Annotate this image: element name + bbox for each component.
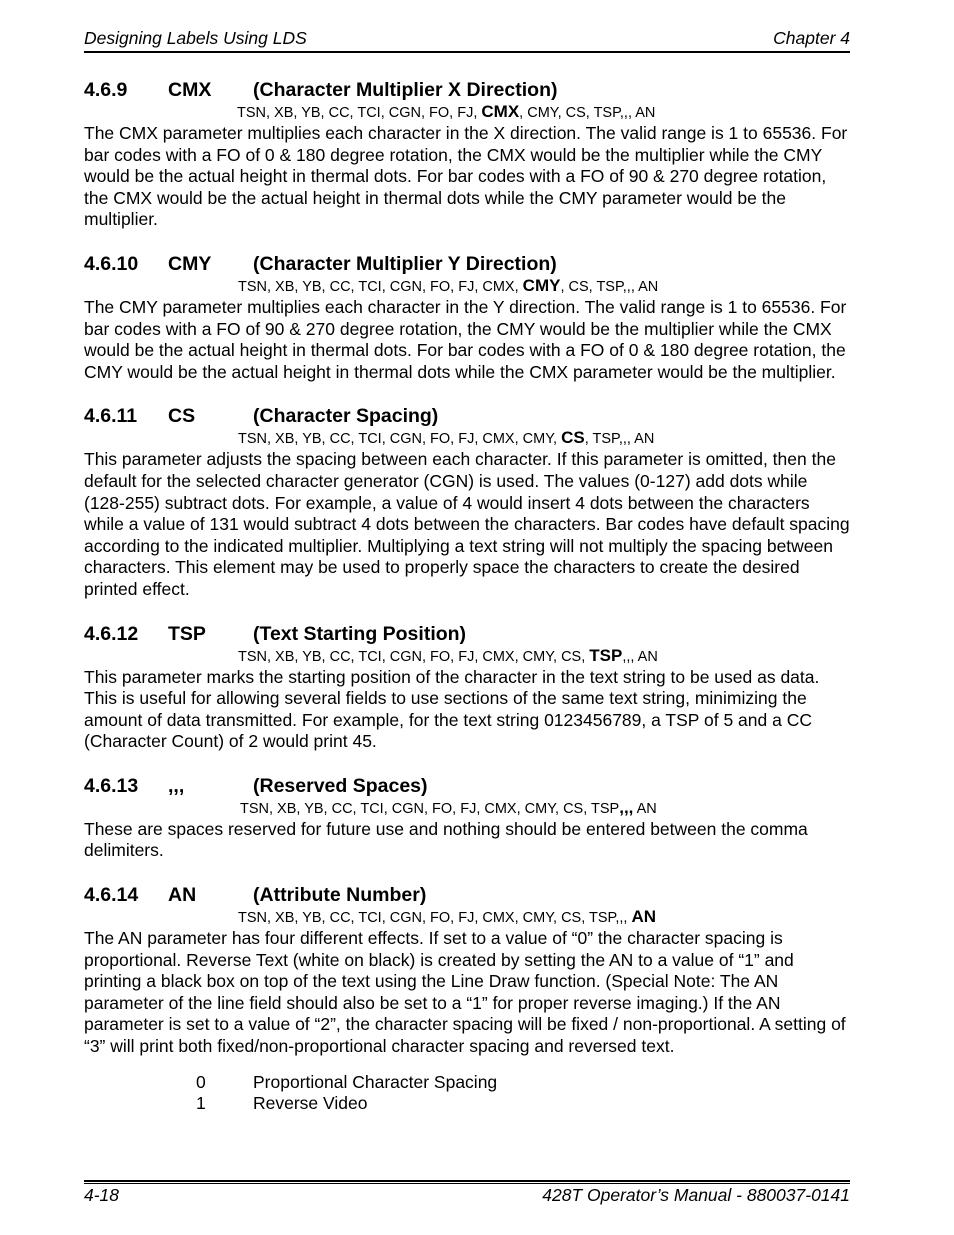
section-heading: [84, 774, 850, 798]
section-body: The CMY parameter multiplies each character in the Y direction. The valid range is 1 to 65536. For bar codes with a FO of 90 & 270 degree rotation, the CMY would be the multiplier while the CMX would be the actual height in thermal dots. For bar codes with a FO of 0 & 180 degree rotation, the CMY would be the actual height in thermal dots while the CMX parameter would be the multiplier.: [84, 296, 847, 382]
current-parameter: CMX: [481, 102, 520, 121]
section-number: 4.6.11: [84, 405, 138, 428]
section-cmx: [84, 78, 850, 231]
section-title: (Character Multiplier Y Direction): [253, 252, 557, 275]
current-parameter: CS: [561, 428, 585, 448]
section-number: 4.6.10: [84, 252, 139, 275]
parameter-sequence: TSN, XB, YB, CC, TCI, CGN, FO, FJ, CMX, CMY, CS, TSP,,, AN: [238, 428, 655, 448]
section-number: 4.6.13: [84, 774, 139, 797]
section-tsp: [84, 622, 850, 753]
footer-rule-bottom: [84, 1183, 850, 1184]
parameter-sequence: TSN, XB, YB, CC, TCI, CGN, FO, FJ, CMX, CMY, CS, TSP,,, AN: [238, 907, 657, 927]
current-parameter: CMY: [522, 275, 561, 295]
parameter-sequence: TSN, XB, YB, CC, TCI, CGN, FO, FJ, CMX, CMY, CS, TSP,,, AN: [238, 275, 659, 295]
section-body: The CMX parameter multiplies each character in the X direction. The valid range is 1 to 65536. For bar codes with a FO of 0 & 180 degree rotation, the CMX would be the multiplier while the CMY would be the actual height in thermal dots. For bar codes with a FO of 90 & 270 degree rotation, the CMX would be the actual height in thermal dots while the CMY parameter would be the multiplier.: [84, 123, 848, 230]
section-heading: [84, 252, 850, 276]
section-number: 4.6.9: [84, 79, 128, 101]
header-chapter: Chapter 4: [773, 28, 850, 48]
section-abbr: CS: [168, 405, 196, 428]
current-parameter: AN: [631, 907, 657, 927]
manual-page: [84, 0, 850, 1235]
section-abbr: CMX: [168, 79, 212, 101]
current-parameter: ,,,: [619, 797, 634, 817]
attribute-label: Proportional Character Spacing: [253, 1071, 498, 1092]
section-title: (Attribute Number): [253, 884, 427, 907]
section-abbr: CMY: [168, 252, 212, 275]
parameter-sequence: TSN, XB, YB, CC, TCI, CGN, FO, FJ, CMX, CMY, CS, TSP,,, AN: [238, 645, 658, 665]
manual-reference: 428T Operator’s Manual - 880037-0141: [542, 1185, 850, 1205]
section-heading: [84, 404, 850, 428]
current-parameter: TSP: [589, 645, 623, 665]
attribute-value: 0: [196, 1071, 206, 1092]
list-item: [84, 1072, 850, 1094]
section-title: (Character Spacing): [253, 405, 439, 428]
section-cmy: [84, 252, 850, 383]
section-title: (Text Starting Position): [253, 622, 467, 645]
section-cs: [84, 404, 850, 600]
section-title: (Character Multiplier X Direction): [253, 79, 558, 101]
section-heading: [84, 622, 850, 646]
header-rule: [84, 51, 850, 53]
page-number: 4-18: [84, 1185, 120, 1205]
section-number: 4.6.12: [84, 622, 139, 645]
page-content: [84, 78, 850, 1136]
section-abbr: TSP: [168, 622, 206, 645]
section-body: The AN parameter has four different effects. If set to a value of “0” the character spacing is proportional. Reverse Text (white on black) is created by setting the AN to a value of “1” and printing a black box on top of the text using the Line Draw function. (Special Note: The AN parameter of the line field should also be set to a “1” for proper reverse imaging.) If the AN parameter is set to a value of “2”, the character spacing will be fixed / non-proportional. A setting of “3” will print both fixed/non-proportional character spacing and reversed text.: [84, 928, 846, 1057]
section-abbr: AN: [168, 884, 197, 907]
section-number: 4.6.14: [84, 884, 139, 907]
section-an: [84, 883, 850, 1115]
list-item: [84, 1093, 850, 1115]
section-title: (Reserved Spaces): [253, 774, 428, 797]
footer-rule-top: [84, 1180, 850, 1182]
section-heading: [84, 883, 850, 907]
section-reserved: [84, 774, 850, 862]
attribute-value-list: [84, 1072, 850, 1115]
section-body: These are spaces reserved for future use and nothing should be entered between the comma delimiters.: [84, 818, 808, 861]
header-title: Designing Labels Using LDS: [84, 28, 307, 48]
parameter-sequence: TSN, XB, YB, CC, TCI, CGN, FO, FJ, CMX, CMY, CS, TSP,,, AN: [240, 797, 657, 817]
section-body: This parameter adjusts the spacing between each character. If this parameter is omitted, then the default for the selected character generator (CGN) is used. The values (0-127) add dots while (128-255) subtract dots. For example, a value of 4 would insert 4 dots between the characters while a value of 131 would subtract 4 dots between the characters. Bar codes have default spacing according to the indicated multiplier. Multiplying a text string will not multiply the spacing between characters. This element may be used to properly space the characters to create the desired printed effect.: [84, 449, 850, 599]
attribute-label: Reverse Video: [253, 1093, 368, 1114]
section-abbr: ,,,: [168, 774, 185, 797]
parameter-sequence: TSN, XB, YB, CC, TCI, CGN, FO, FJ, CMX, CMY, CS, TSP,,, AN: [237, 102, 656, 121]
attribute-value: 1: [196, 1093, 206, 1114]
section-body: This parameter marks the starting position of the character in the text string to be used as data. This is useful for allowing several fields to use sections of the same text string, minimizing the amount of data transmitted. For example, for the text string 0123456789, a TSP of 5 and a CC (Character Count) of 2 would print 45.: [84, 666, 820, 752]
section-heading: [84, 78, 850, 102]
